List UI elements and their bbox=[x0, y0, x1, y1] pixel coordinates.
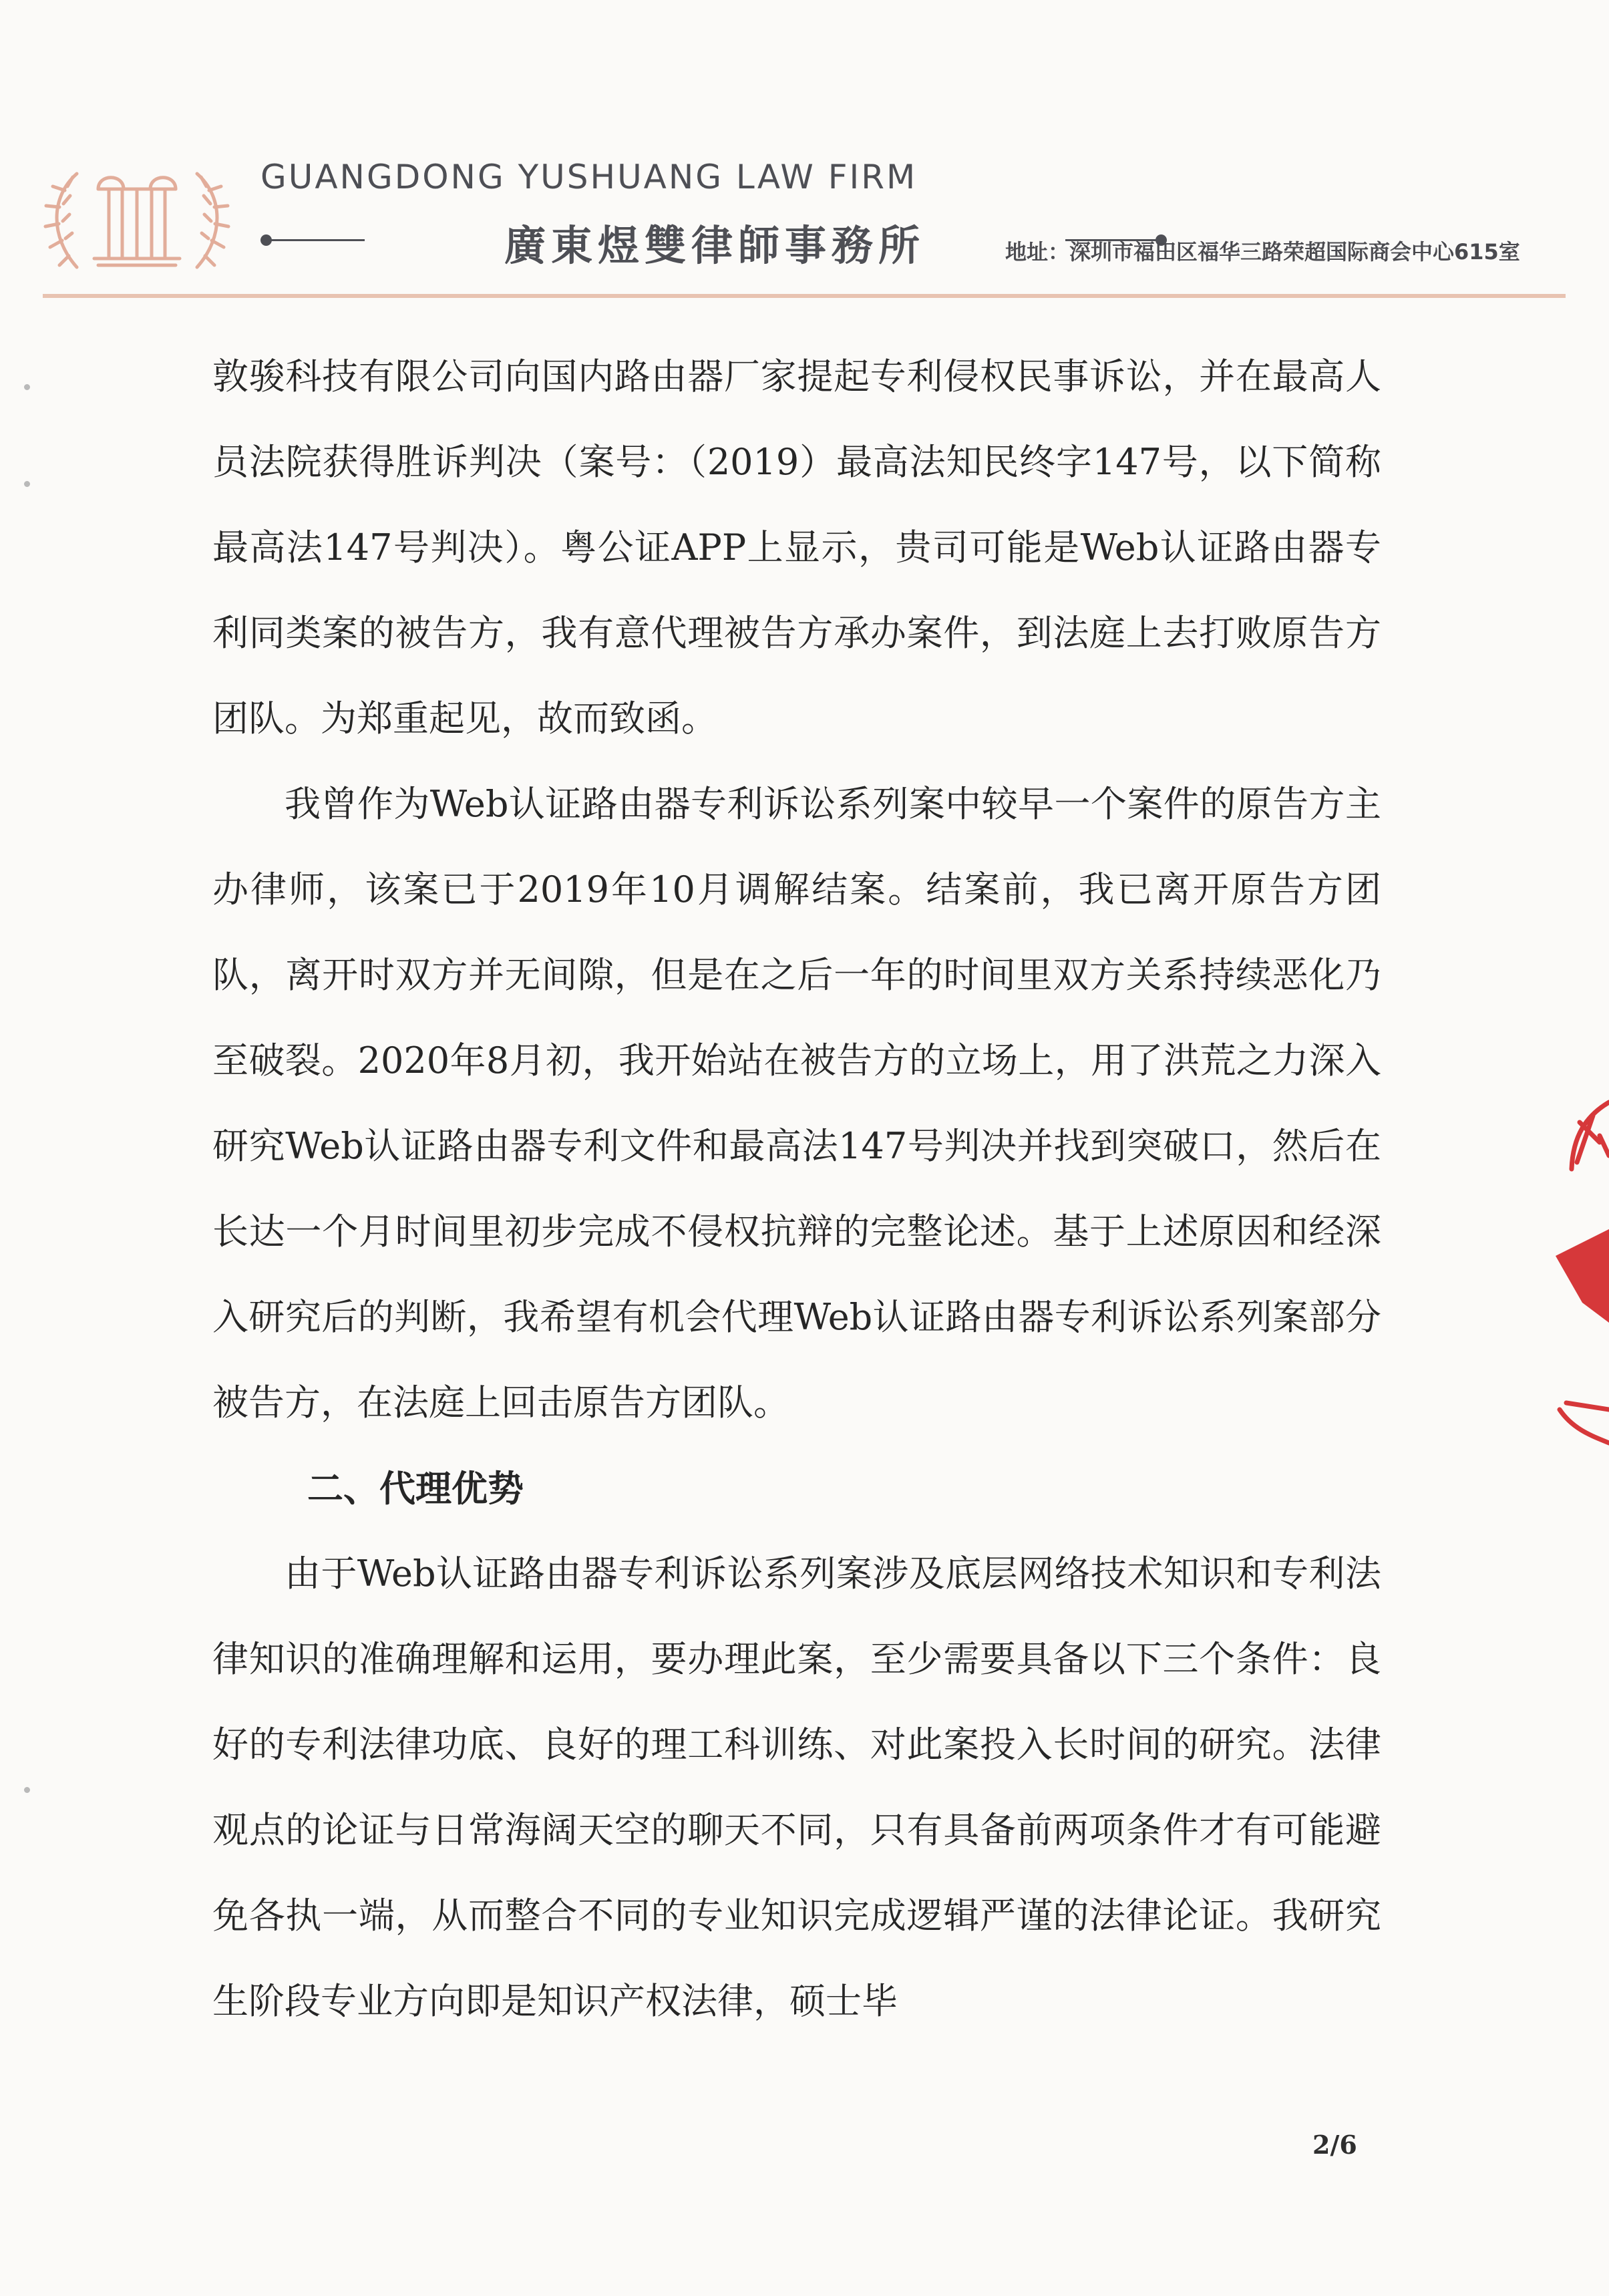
paragraph-advantages: 由于Web认证路由器专利诉讼系列案涉及底层网络技术知识和专利法律知识的准确理解和运用，要办理此案，至少需要具备以下三个条件：良好的专利法律功底、良好的理工科训练、对此案投入长时间的研究。法律观点的论证与日常海阔天空的聊天不同，只有具备前两项条件才有可能避免各执一端，从而整合不同的专业知识完成逻辑严谨的法律论证。我研究生阶段专业方向即是知识产权法律，硕士毕 bbox=[212, 1552, 1381, 2022]
rule-line-left bbox=[266, 239, 365, 241]
letter-body bbox=[212, 334, 1381, 2044]
paragraph-background: 我曾作为Web认证路由器专利诉讼系列案中较早一个案件的原告方主办律师，该案已于2019年10月调解结案。结案前，我已离开原告方团队，离开时双方并无间隙，但是在之后一年的时间里双方关系持续恶化乃至破裂。2020年8月初，我开始站在被告方的立场上，用了洪荒之力深入研究Web认证路由器专利文件和最高法147号判决并找到突破口，然后在长达一个月时间里初步完成不侵权抗辩的完整论述。基于上述原因和经深入研究后的判断，我希望有机会代理Web认证路由器专利诉讼系列案部分被告方，在法庭上回击原告方团队。 bbox=[212, 783, 1381, 1424]
firm-address: 地址：深圳市福田区福华三路荣超国际商会中心615室 bbox=[1005, 239, 1520, 265]
scan-speck bbox=[24, 1787, 30, 1793]
scan-speck bbox=[24, 481, 30, 487]
firm-name-english: GUANGDONG YUSHUANG LAW FIRM bbox=[260, 158, 918, 196]
firm-name-chinese: 廣東煜雙律師事務所 bbox=[504, 221, 925, 270]
paragraph-intro: 敦骏科技有限公司向国内路由器厂家提起专利侵权民事诉讼，并在最高人员法院获得胜诉判决（案号：（2019）最高法知民终字147号，以下简称最高法147号判决）。粤公证APP上显示，贵司可能是Web认证路由器专利同类案的被告方，我有意代理被告方承办案件，到法庭上去打败原告方团队。为郑重起见，故而致函。 bbox=[212, 355, 1381, 740]
law-firm-logo-icon bbox=[37, 157, 237, 274]
seal-stamp-icon bbox=[1553, 1096, 1609, 1470]
letterhead bbox=[0, 0, 1609, 307]
letterhead-divider bbox=[43, 294, 1566, 298]
firm-name-chinese-row bbox=[260, 212, 928, 270]
scan-speck bbox=[24, 384, 30, 390]
page-number: 2/6 bbox=[1312, 2130, 1357, 2160]
section-heading-advantages: 二、代理优势 bbox=[307, 1467, 524, 1510]
